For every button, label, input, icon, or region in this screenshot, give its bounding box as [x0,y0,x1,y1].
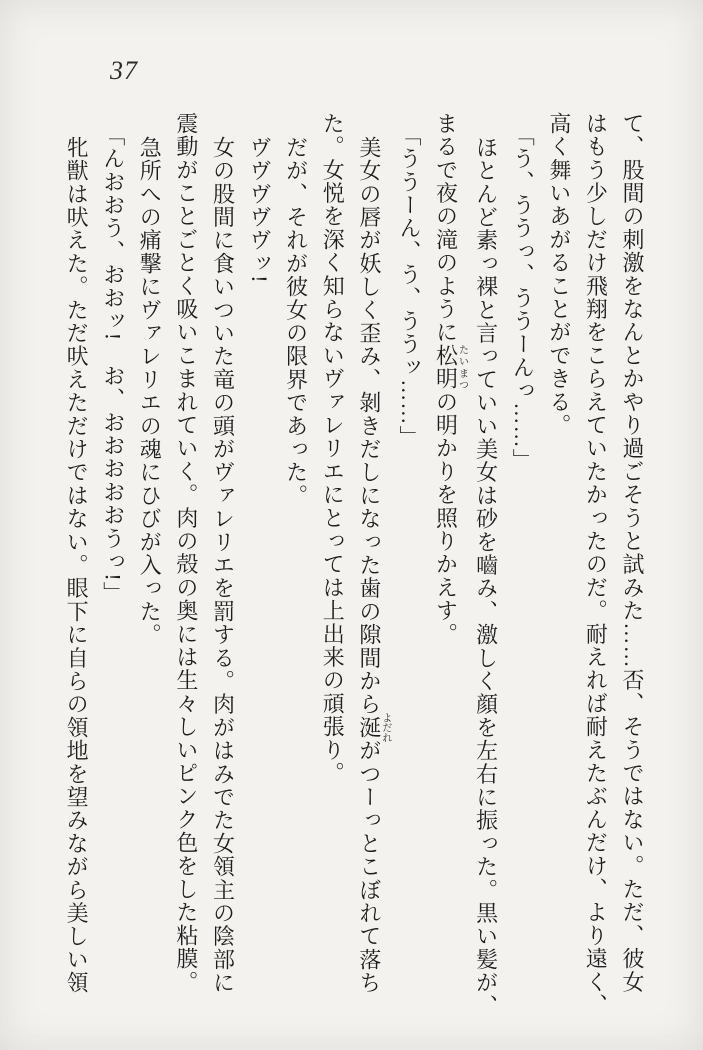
text-line-9: た。女悦を深く知らないヴァレリエにとっては上出来の頑張り。 [320,112,346,785]
text-line-10: だが、それが彼女の限界であった。 [283,136,309,508]
page-number: 37 [110,56,138,85]
text-line-2: はもう少しだけ飛翔をこらえていたかったのだ。耐えれば耐えたぶんだけ、より遠く、 [583,112,609,1017]
text-line-3: 高く舞いあがることができる。 [546,112,572,437]
text-line-11: ヴヴヴヴヴッ! [247,136,273,284]
ruby-annotated-word: 涎よだれ [356,712,391,743]
ruby-annotated-word: 松明たいまつ [433,344,468,391]
text-line-4: 「う、ううっ、ううーんっ……」 [510,124,536,473]
text-line-13: 震動がことごとく吸いこまれていく。肉の殻の奥には生々しいピンク色をした粘膜。 [173,112,199,994]
text-line-16: 牝獣は吠えた。ただ吠えただけではない。眼下に自らの領地を望みながら美しい領 [64,136,90,995]
vertical-text-block [58,112,651,1042]
text-line-14: 急所への痛撃にヴァレリエの魂にひびが入った。 [137,136,163,647]
text-line-7: 「ううーん、う、ううッ……」 [396,124,422,449]
text-line-12: 女の股間に食いついた竜の頭がヴァレリエを罰する。肉がはみでた女領主の陰部に [210,136,236,995]
text-line-6: まるで夜の滝のように松明たいまつの明かりを照りかえす。 [433,112,468,646]
text-line-15: 「んおおう、おおッ! お、おおおおおうっ!」 [100,124,126,606]
text-line-5: ほとんど素っ裸と言っていい美女は砂を嚙み、激しく顔を左右に振った。黒い髪が、 [473,136,499,1018]
text-line-8: 美女の唇が妖しく歪み、剝きだしになった歯の隙間から涎よだれがつーっとこぼれて落ち [356,136,391,995]
text-line-1: て、股間の刺激をなんとかやり過ごそうと試みた……否、そうではない。ただ、彼女 [620,112,645,994]
